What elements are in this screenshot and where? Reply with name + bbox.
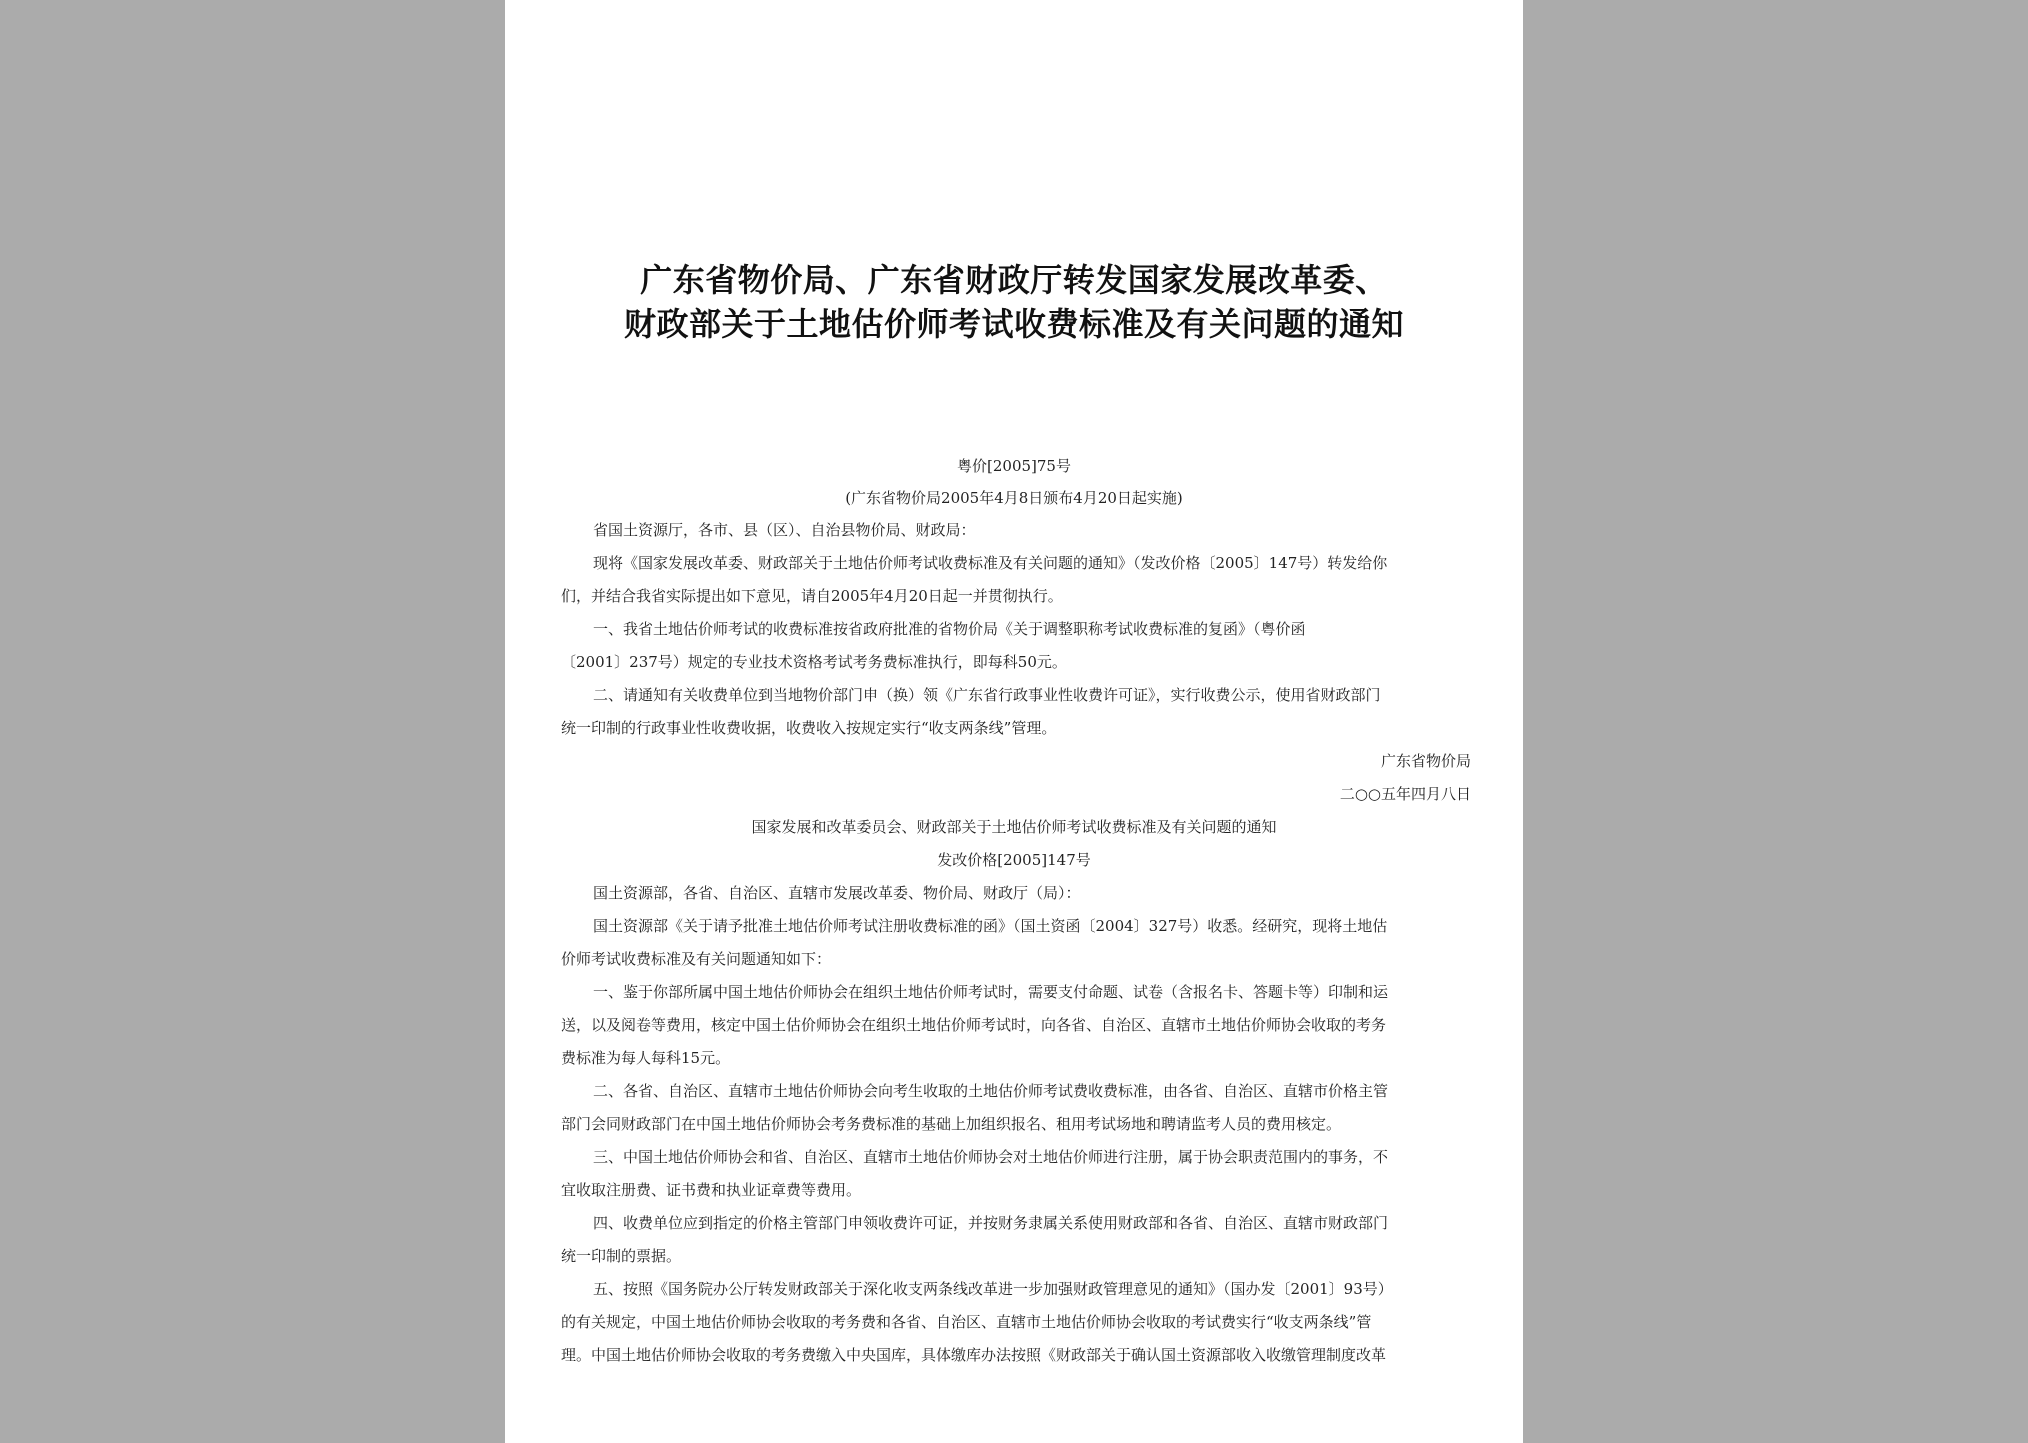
document-title: [565, 258, 1463, 346]
title-line-1: 广东省物价局、广东省财政厅转发国家发展改革委、: [640, 261, 1388, 299]
sub-title: 国家发展和改革委员会、财政部关于土地估价师考试收费标准及有关问题的通知: [751, 818, 1277, 836]
paragraph-line: 三、中国土地估价师协会和省、自治区、直辖市土地估价师协会对土地估价师进行注册，属于协会职责范围内的事务，不: [593, 1148, 1389, 1166]
title-line-2: 财政部关于土地估价师考试收费标准及有关问题的通知: [623, 305, 1404, 343]
paragraph-line: 部门会同财政部门在中国土地估价师协会考务费标准的基础上加组织报名、租用考试场地和聘请监考人员的费用核定。: [561, 1115, 1342, 1133]
sub-salutation: 国土资源部，各省、自治区、直辖市发展改革委、物价局、财政厅（局）：: [593, 884, 1081, 902]
paragraph-line: 四、收费单位应到指定的价格主管部门申领收费许可证，并按财务隶属关系使用财政部和各省、自治区、直辖市财政部门: [593, 1214, 1389, 1232]
paragraph-line: 的有关规定，中国土地估价师协会收取的考务费和各省、自治区、直辖市土地估价师协会收取的考试费实行“收支两条线”管: [561, 1313, 1372, 1331]
paragraph-line: 一、我省土地估价师考试的收费标准按省政府批准的省物价局《关于调整职称考试收费标准的复函》（粤价函: [593, 620, 1306, 638]
paragraph-line: 理。中国土地估价师协会收取的考务费缴入中央国库，具体缴库办法按照《财政部关于确认国土资源部收入收缴管理制度改革: [561, 1346, 1387, 1364]
paragraph-line: 国土资源部《关于请予批准土地估价师考试注册收费标准的函》（国土资函〔2004〕327号）收悉。经研究，现将土地估: [593, 917, 1388, 935]
paragraph-line: 统一印制的行政事业性收费收据，收费收入按规定实行“收支两条线”管理。: [561, 719, 1057, 737]
paragraph-line: 〔2001〕237号）规定的专业技术资格考试考务费标准执行，即每科50元。: [561, 653, 1067, 671]
paragraph-line: 一、鉴于你部所属中国土地估价师协会在组织土地估价师考试时，需要支付命题、试卷（含报名卡、答题卡等）印制和运: [593, 983, 1389, 1001]
doc-number: 粤价[2005]75号: [957, 457, 1071, 475]
document-page: [505, 0, 1523, 1443]
sign-date: 二○○五年四月八日: [1339, 785, 1471, 803]
signer: 广东省物价局: [1380, 752, 1471, 770]
paragraph-line: 二、请通知有关收费单位到当地物价部门申（换）领《广东省行政事业性收费许可证》，实行收费公示，使用省财政部门: [593, 686, 1381, 704]
salutation: 省国土资源厅，各市、县（区）、自治县物价局、财政局：: [593, 521, 976, 539]
paragraph-line: 五、按照《国务院办公厅转发财政部关于深化收支两条线改革进一步加强财政管理意见的通知》（国办发〔2001〕93号）: [593, 1280, 1393, 1298]
paragraph-line: 宜收取注册费、证书费和执业证章费等费用。: [561, 1181, 862, 1199]
paragraph-line: 费标准为每人每科15元。: [561, 1049, 731, 1067]
paragraph-line: 现将《国家发展改革委、财政部关于土地估价师考试收费标准及有关问题的通知》（发改价格〔2005〕147号）转发给你: [593, 554, 1388, 572]
paragraph-line: 价师考试收费标准及有关问题通知如下：: [561, 950, 832, 968]
paragraph-line: 统一印制的票据。: [561, 1247, 682, 1265]
paragraph-line: 们，并结合我省实际提出如下意见，请自2005年4月20日起一并贯彻执行。: [561, 587, 1063, 605]
paragraph-line: 送，以及阅卷等费用，核定中国土估价师协会在组织土地估价师考试时，向各省、自治区、直辖市土地估价师协会收取的考务: [561, 1016, 1387, 1034]
paragraph-line: 二、各省、自治区、直辖市土地估价师协会向考生收取的土地估价师考试费收费标准，由各省、自治区、直辖市价格主管: [593, 1082, 1389, 1100]
sub-number: 发改价格[2005]147号: [937, 851, 1091, 869]
issue-note: (广东省物价局2005年4月8日颁布4月20日起实施): [845, 489, 1183, 507]
